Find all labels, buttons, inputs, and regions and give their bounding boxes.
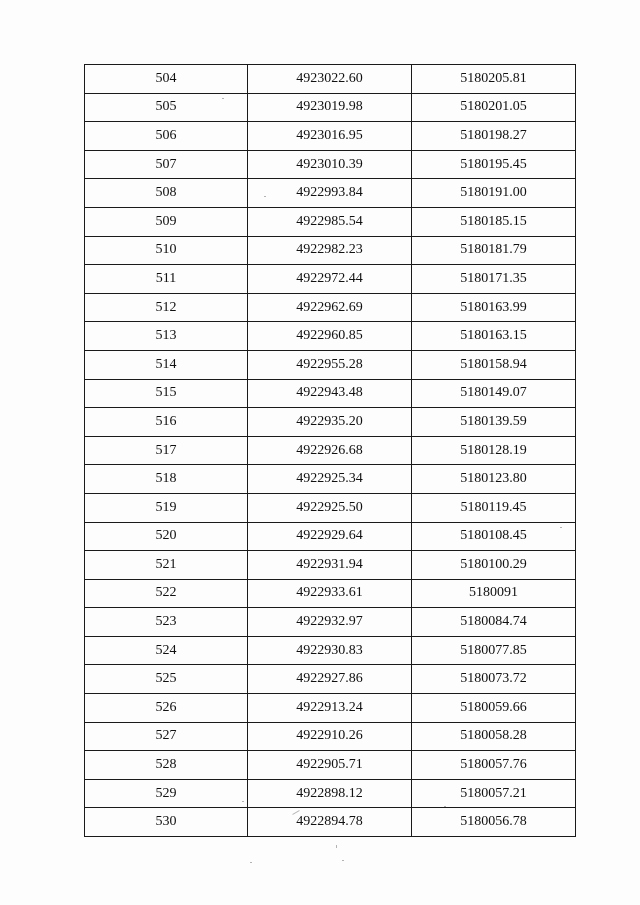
- table-row: [85, 150, 576, 179]
- x-coordinate-cell: 4923019.98: [248, 93, 412, 122]
- x-coordinate-cell: 4922898.12: [248, 779, 412, 808]
- table-row: [85, 93, 576, 122]
- x-coordinate-cell: 4922933.61: [248, 579, 412, 608]
- point-number-cell: 530: [85, 808, 248, 837]
- table-row: [85, 207, 576, 236]
- y-coordinate-cell: 5180139.59: [412, 408, 576, 437]
- coordinates-table-body: [85, 65, 576, 837]
- y-coordinate-cell: 5180195.45: [412, 150, 576, 179]
- x-coordinate-cell: 4922910.26: [248, 722, 412, 751]
- point-number-cell: 526: [85, 694, 248, 723]
- table-row: [85, 379, 576, 408]
- point-number-cell: 517: [85, 436, 248, 465]
- point-number-cell: 511: [85, 265, 248, 294]
- scan-artifact: [444, 806, 446, 807]
- y-coordinate-cell: 5180185.15: [412, 207, 576, 236]
- table-row: [85, 722, 576, 751]
- point-number-cell: 521: [85, 551, 248, 580]
- table-row: [85, 751, 576, 780]
- y-coordinate-cell: 5180163.15: [412, 322, 576, 351]
- coordinates-table: [84, 64, 576, 837]
- point-number-cell: 509: [85, 207, 248, 236]
- x-coordinate-cell: 4922935.20: [248, 408, 412, 437]
- table-row: [85, 694, 576, 723]
- x-coordinate-cell: 4922955.28: [248, 350, 412, 379]
- y-coordinate-cell: 5180059.66: [412, 694, 576, 723]
- point-number-cell: 529: [85, 779, 248, 808]
- point-number-cell: 510: [85, 236, 248, 265]
- table-row: [85, 236, 576, 265]
- scan-artifact: [222, 98, 224, 99]
- point-number-cell: 508: [85, 179, 248, 208]
- table-row: [85, 579, 576, 608]
- point-number-cell: 513: [85, 322, 248, 351]
- table-row: [85, 779, 576, 808]
- y-coordinate-cell: 5180205.81: [412, 65, 576, 94]
- y-coordinate-cell: 5180100.29: [412, 551, 576, 580]
- point-number-cell: 505: [85, 93, 248, 122]
- table-row: [85, 179, 576, 208]
- x-coordinate-cell: 4922943.48: [248, 379, 412, 408]
- table-row: [85, 293, 576, 322]
- table-row: [85, 265, 576, 294]
- point-number-cell: 522: [85, 579, 248, 608]
- table-row: [85, 608, 576, 637]
- point-number-cell: 523: [85, 608, 248, 637]
- point-number-cell: 506: [85, 122, 248, 151]
- point-number-cell: 515: [85, 379, 248, 408]
- y-coordinate-cell: 5180191.00: [412, 179, 576, 208]
- y-coordinate-cell: 5180149.07: [412, 379, 576, 408]
- x-coordinate-cell: 4922926.68: [248, 436, 412, 465]
- scan-artifact: [242, 801, 244, 802]
- x-coordinate-cell: 4922972.44: [248, 265, 412, 294]
- x-coordinate-cell: 4923016.95: [248, 122, 412, 151]
- table-row: [85, 636, 576, 665]
- x-coordinate-cell: 4922982.23: [248, 236, 412, 265]
- point-number-cell: 524: [85, 636, 248, 665]
- x-coordinate-cell: 4923010.39: [248, 150, 412, 179]
- table-row: [85, 350, 576, 379]
- table-row: [85, 65, 576, 94]
- table-row: [85, 408, 576, 437]
- y-coordinate-cell: 5180123.80: [412, 465, 576, 494]
- table-row: [85, 465, 576, 494]
- x-coordinate-cell: 4922960.85: [248, 322, 412, 351]
- point-number-cell: 528: [85, 751, 248, 780]
- y-coordinate-cell: 5180058.28: [412, 722, 576, 751]
- table-row: [85, 808, 576, 837]
- y-coordinate-cell: 5180181.79: [412, 236, 576, 265]
- x-coordinate-cell: 4923022.60: [248, 65, 412, 94]
- table-row: [85, 122, 576, 151]
- y-coordinate-cell: 5180057.21: [412, 779, 576, 808]
- scan-artifact: [264, 196, 266, 197]
- point-number-cell: 516: [85, 408, 248, 437]
- table-row: [85, 665, 576, 694]
- point-number-cell: 520: [85, 522, 248, 551]
- point-number-cell: 507: [85, 150, 248, 179]
- y-coordinate-cell: 5180057.76: [412, 751, 576, 780]
- y-coordinate-cell: 5180201.05: [412, 93, 576, 122]
- x-coordinate-cell: 4922925.34: [248, 465, 412, 494]
- x-coordinate-cell: 4922913.24: [248, 694, 412, 723]
- y-coordinate-cell: 5180108.45: [412, 522, 576, 551]
- y-coordinate-cell: 5180171.35: [412, 265, 576, 294]
- scan-artifact: [336, 845, 337, 848]
- x-coordinate-cell: 4922931.94: [248, 551, 412, 580]
- table-row: [85, 322, 576, 351]
- x-coordinate-cell: 4922925.50: [248, 493, 412, 522]
- y-coordinate-cell: 5180073.72: [412, 665, 576, 694]
- scan-artifact: [342, 860, 344, 861]
- y-coordinate-cell: 5180163.99: [412, 293, 576, 322]
- y-coordinate-cell: 5180056.78: [412, 808, 576, 837]
- y-coordinate-cell: 5180158.94: [412, 350, 576, 379]
- point-number-cell: 514: [85, 350, 248, 379]
- y-coordinate-cell: 5180198.27: [412, 122, 576, 151]
- point-number-cell: 512: [85, 293, 248, 322]
- x-coordinate-cell: 4922993.84: [248, 179, 412, 208]
- y-coordinate-cell: 5180128.19: [412, 436, 576, 465]
- x-coordinate-cell: 4922930.83: [248, 636, 412, 665]
- scan-artifact: [250, 862, 252, 863]
- point-number-cell: 519: [85, 493, 248, 522]
- x-coordinate-cell: 4922905.71: [248, 751, 412, 780]
- scan-artifact: [560, 527, 562, 528]
- y-coordinate-cell: 5180119.45: [412, 493, 576, 522]
- y-coordinate-cell: 5180091: [412, 579, 576, 608]
- x-coordinate-cell: 4922932.97: [248, 608, 412, 637]
- x-coordinate-cell: 4922985.54: [248, 207, 412, 236]
- point-number-cell: 518: [85, 465, 248, 494]
- table-row: [85, 551, 576, 580]
- point-number-cell: 527: [85, 722, 248, 751]
- x-coordinate-cell: 4922962.69: [248, 293, 412, 322]
- y-coordinate-cell: 5180077.85: [412, 636, 576, 665]
- point-number-cell: 525: [85, 665, 248, 694]
- point-number-cell: 504: [85, 65, 248, 94]
- table-row: [85, 522, 576, 551]
- table-row: [85, 436, 576, 465]
- y-coordinate-cell: 5180084.74: [412, 608, 576, 637]
- x-coordinate-cell: 4922894.78: [248, 808, 412, 837]
- x-coordinate-cell: 4922927.86: [248, 665, 412, 694]
- table-row: [85, 493, 576, 522]
- x-coordinate-cell: 4922929.64: [248, 522, 412, 551]
